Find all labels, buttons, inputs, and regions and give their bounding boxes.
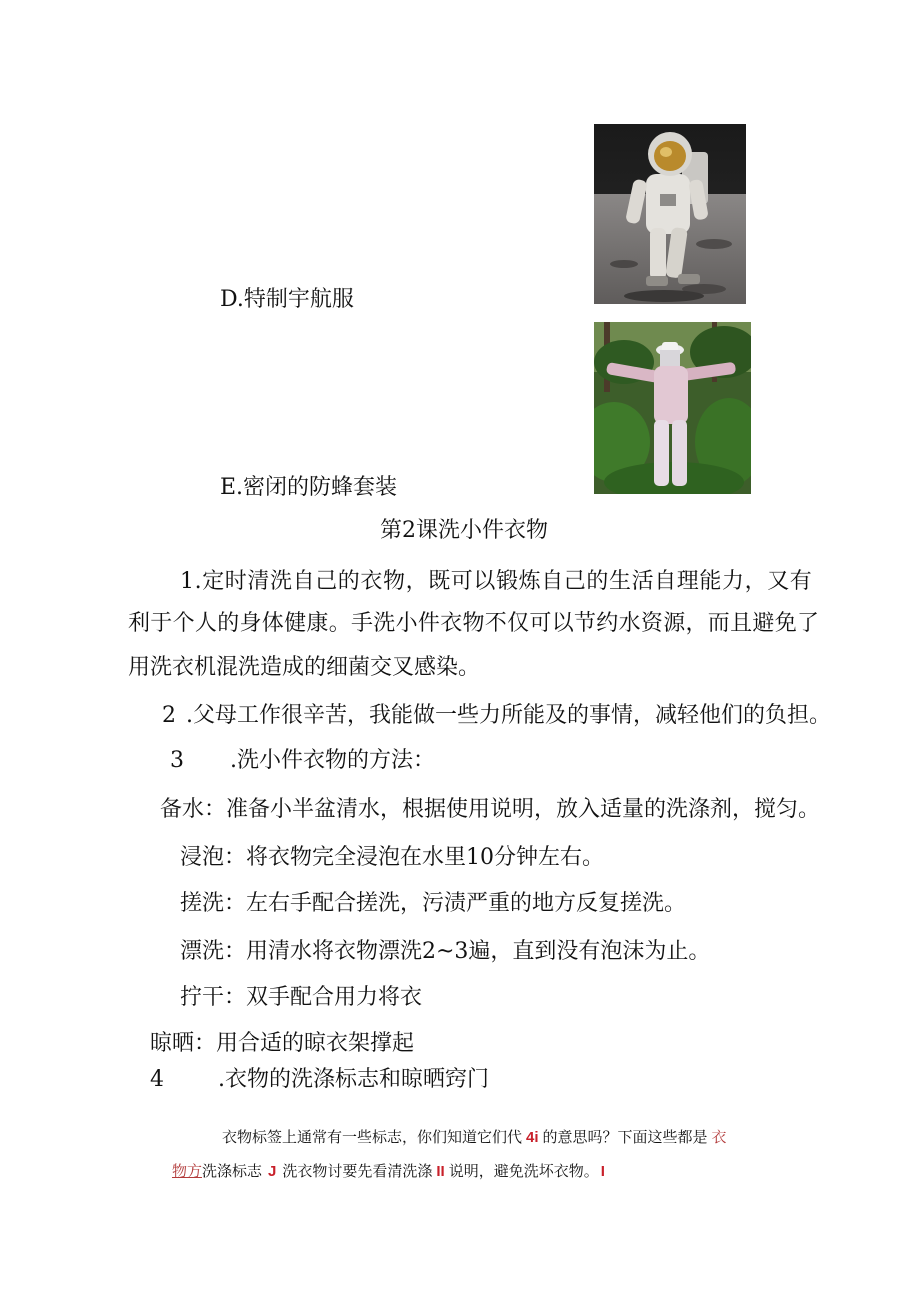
- beekeeper-photo: [594, 322, 751, 494]
- step-rinse: 漂洗：用清水将衣物漂洗2~3遍，直到没有泡沫为止。: [180, 939, 711, 964]
- note-line-2: [172, 1160, 605, 1183]
- note-line-1-text-c: 的意思吗？下面这些都是: [542, 1128, 708, 1146]
- note-line-1-mark: 4i: [526, 1129, 539, 1146]
- astronaut-illustration: [594, 124, 746, 304]
- paragraph-1-line-2: 利于个人的身体健康。手洗小件衣物不仅可以节约水资源，而且避免了: [128, 611, 820, 636]
- paragraph-1-line-3: 用洗衣机混洗造成的细菌交叉感染。: [128, 655, 481, 680]
- note-line-1-text-a: 衣物标签上通常有一些标志，你们知道它们代: [222, 1128, 523, 1146]
- note-line-2-mark-j: J: [268, 1163, 277, 1180]
- step-dry: 晾晒：用合适的晾衣架撑起: [150, 1031, 415, 1056]
- astronaut-photo: [594, 124, 746, 304]
- paragraph-3-number: 3: [170, 748, 184, 773]
- option-d-label: D.特制宇航服: [220, 287, 354, 312]
- paragraph-4-number: 4: [150, 1067, 164, 1092]
- lesson-title: 第2课洗小件衣物: [380, 518, 548, 543]
- option-e-label: E.密闭的防蜂套装: [220, 475, 398, 500]
- step-wring: 拧干：双手配合用力将衣: [180, 985, 423, 1010]
- note-line-1-red-char: 衣: [711, 1128, 727, 1146]
- step-prepare-water: 备水：准备小半盆清水，根据使用说明，放入适量的洗涤剂，搅匀。: [160, 797, 821, 822]
- note-line-2-underlined: 物方: [172, 1162, 203, 1180]
- paragraph-2-text: .父母工作很辛苦，我能做一些力所能及的事情，减轻他们的负担。: [186, 703, 831, 728]
- paragraph-4-text: .衣物的洗涤标志和晾晒窍门: [218, 1067, 489, 1092]
- paragraph-2-number: 2: [162, 703, 176, 728]
- note-line-2-text-f: 说明，避免洗坏衣物。: [448, 1162, 599, 1180]
- paragraph-3-text: .洗小件衣物的方法：: [230, 748, 435, 773]
- note-line-2-mark-i: I: [600, 1163, 605, 1180]
- note-line-2-mark-ii: II: [436, 1163, 445, 1180]
- note-line-1: [222, 1126, 727, 1149]
- note-line-2-text-d: 洗衣物讨要先看清洗涤: [282, 1162, 433, 1180]
- paragraph-1-line-1: 1.定时清洗自己的衣物，既可以锻炼自己的生活自理能力，又有: [180, 569, 813, 594]
- step-scrub: 搓洗：左右手配合搓洗，污渍严重的地方反复搓洗。: [180, 891, 687, 916]
- step-soak: 浸泡：将衣物完全浸泡在水里10分钟左右。: [180, 845, 604, 870]
- beekeeper-illustration: [594, 322, 751, 494]
- note-line-2-text-b: 洗涤标志: [202, 1162, 263, 1180]
